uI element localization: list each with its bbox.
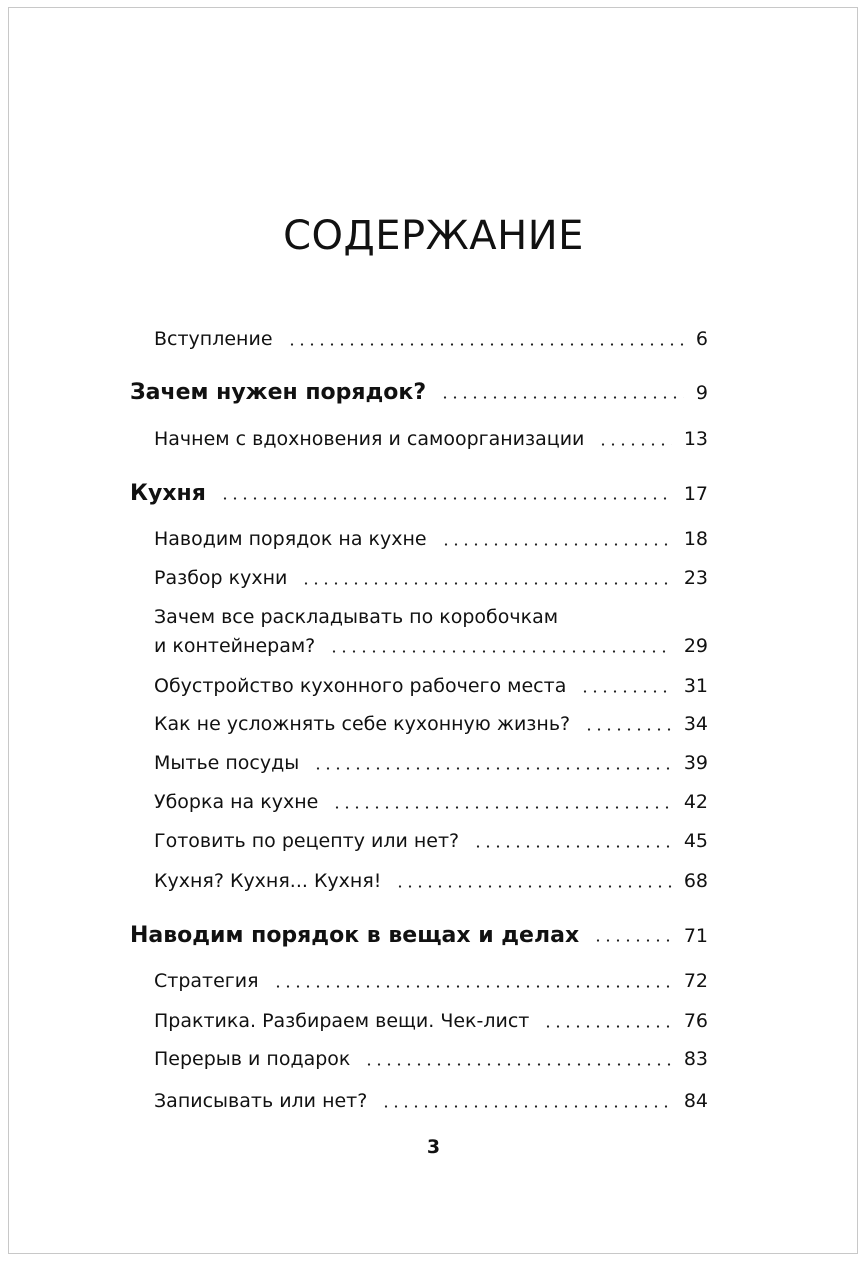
toc-entry-dishes[interactable] — [154, 750, 708, 776]
toc-page-number: 45 — [683, 830, 708, 852]
toc-entry-workspace[interactable] — [154, 673, 708, 699]
toc-page-number: 83 — [683, 1048, 708, 1070]
toc-entry-title: Мытье посуды — [154, 752, 300, 774]
toc-leader-dots — [301, 582, 671, 585]
toc-page-number: 68 — [683, 870, 708, 892]
toc-section-kitchen[interactable] — [130, 481, 708, 507]
toc-section-why-order[interactable] — [130, 380, 708, 406]
toc-leader-dots — [441, 543, 672, 546]
toc-entry-write-down[interactable] — [154, 1088, 708, 1114]
toc-page-number: 17 — [683, 483, 708, 505]
toc-entry-boxes[interactable] — [154, 633, 708, 659]
toc-page-number: 71 — [683, 925, 708, 947]
toc-page-number: 18 — [683, 528, 708, 550]
toc-leader-dots — [220, 497, 672, 500]
toc-page-number: 23 — [683, 567, 708, 589]
toc-entry-strategy[interactable] — [154, 968, 708, 994]
toc-entry-title: Практика. Разбираем вещи. Чек-лист — [154, 1010, 530, 1032]
toc-page-number: 76 — [683, 1010, 708, 1032]
toc-entry-cleaning[interactable] — [154, 789, 708, 815]
toc-page-number: 84 — [683, 1090, 708, 1112]
toc-entry-title: Как не усложнять себе кухонную жизнь? — [154, 713, 571, 735]
toc-section-things-and-affairs[interactable] — [130, 923, 708, 949]
toc-section-title: Зачем нужен порядок? — [130, 380, 427, 405]
toc-entry-recipe[interactable] — [154, 828, 708, 854]
toc-section-title: Кухня — [130, 481, 206, 506]
toc-entry-break-gift[interactable] — [154, 1046, 708, 1072]
page-title: СОДЕРЖАНИЕ — [283, 213, 584, 259]
toc-leader-dots — [598, 443, 671, 446]
toc-leader-dots — [473, 845, 672, 848]
toc-leader-dots — [364, 1063, 671, 1066]
toc-section-title: Наводим порядок в вещах и делах — [130, 923, 580, 948]
toc-entry-simplify[interactable] — [154, 711, 708, 737]
toc-page-number: 9 — [695, 382, 708, 404]
toc-leader-dots — [395, 885, 671, 888]
toc-entry-title: Вступление — [154, 328, 273, 350]
page-number: 3 — [426, 1136, 441, 1158]
toc-entry-title-line1[interactable]: Зачем все раскладывать по коробочкам — [154, 606, 559, 628]
toc-page-number: 72 — [683, 970, 708, 992]
toc-leader-dots — [273, 985, 672, 988]
toc-page-number: 31 — [683, 675, 708, 697]
toc-page-number: 39 — [683, 752, 708, 774]
toc-leader-dots — [584, 728, 672, 731]
toc-leader-dots — [580, 690, 671, 693]
toc-entry-practice[interactable] — [154, 1008, 708, 1034]
toc-entry-kitchen-kitchen[interactable] — [154, 868, 708, 894]
toc-entry-title: Готовить по рецепту или нет? — [154, 830, 460, 852]
toc-leader-dots — [287, 343, 684, 346]
toc-entry-title: Кухня? Кухня... Кухня! — [154, 870, 382, 892]
toc-leader-dots — [332, 806, 671, 809]
toc-entry-title-line2: и контейнерам? — [154, 635, 316, 657]
toc-leader-dots — [313, 767, 672, 770]
toc-entry-title: Разбор кухни — [154, 567, 288, 589]
toc-leader-dots — [381, 1105, 671, 1108]
toc-leader-dots — [593, 939, 672, 942]
toc-leader-dots — [329, 650, 672, 653]
toc-entry-title: Стратегия — [154, 970, 259, 992]
toc-entry-title: Начнем с вдохновения и самоорганизации — [154, 428, 585, 450]
toc-entry-title: Перерыв и подарок — [154, 1048, 351, 1070]
toc-page-number: 42 — [683, 791, 708, 813]
toc-entry-inspiration[interactable] — [154, 426, 708, 452]
toc-entry-kitchen-declutter[interactable] — [154, 565, 708, 591]
toc-entry-intro[interactable] — [154, 326, 708, 352]
toc-leader-dots — [543, 1025, 671, 1028]
toc-page-number: 34 — [683, 713, 708, 735]
toc-page-number: 29 — [683, 635, 708, 657]
toc-entry-title: Уборка на кухне — [154, 791, 319, 813]
toc-entry-kitchen-order[interactable] — [154, 526, 708, 552]
toc-page-number: 13 — [683, 428, 708, 450]
toc-entry-title: Записывать или нет? — [154, 1090, 368, 1112]
toc-entry-title: Обустройство кухонного рабочего места — [154, 675, 567, 697]
toc-page-number: 6 — [695, 328, 708, 350]
toc-entry-title: Наводим порядок на кухне — [154, 528, 427, 550]
toc-leader-dots — [440, 396, 684, 399]
